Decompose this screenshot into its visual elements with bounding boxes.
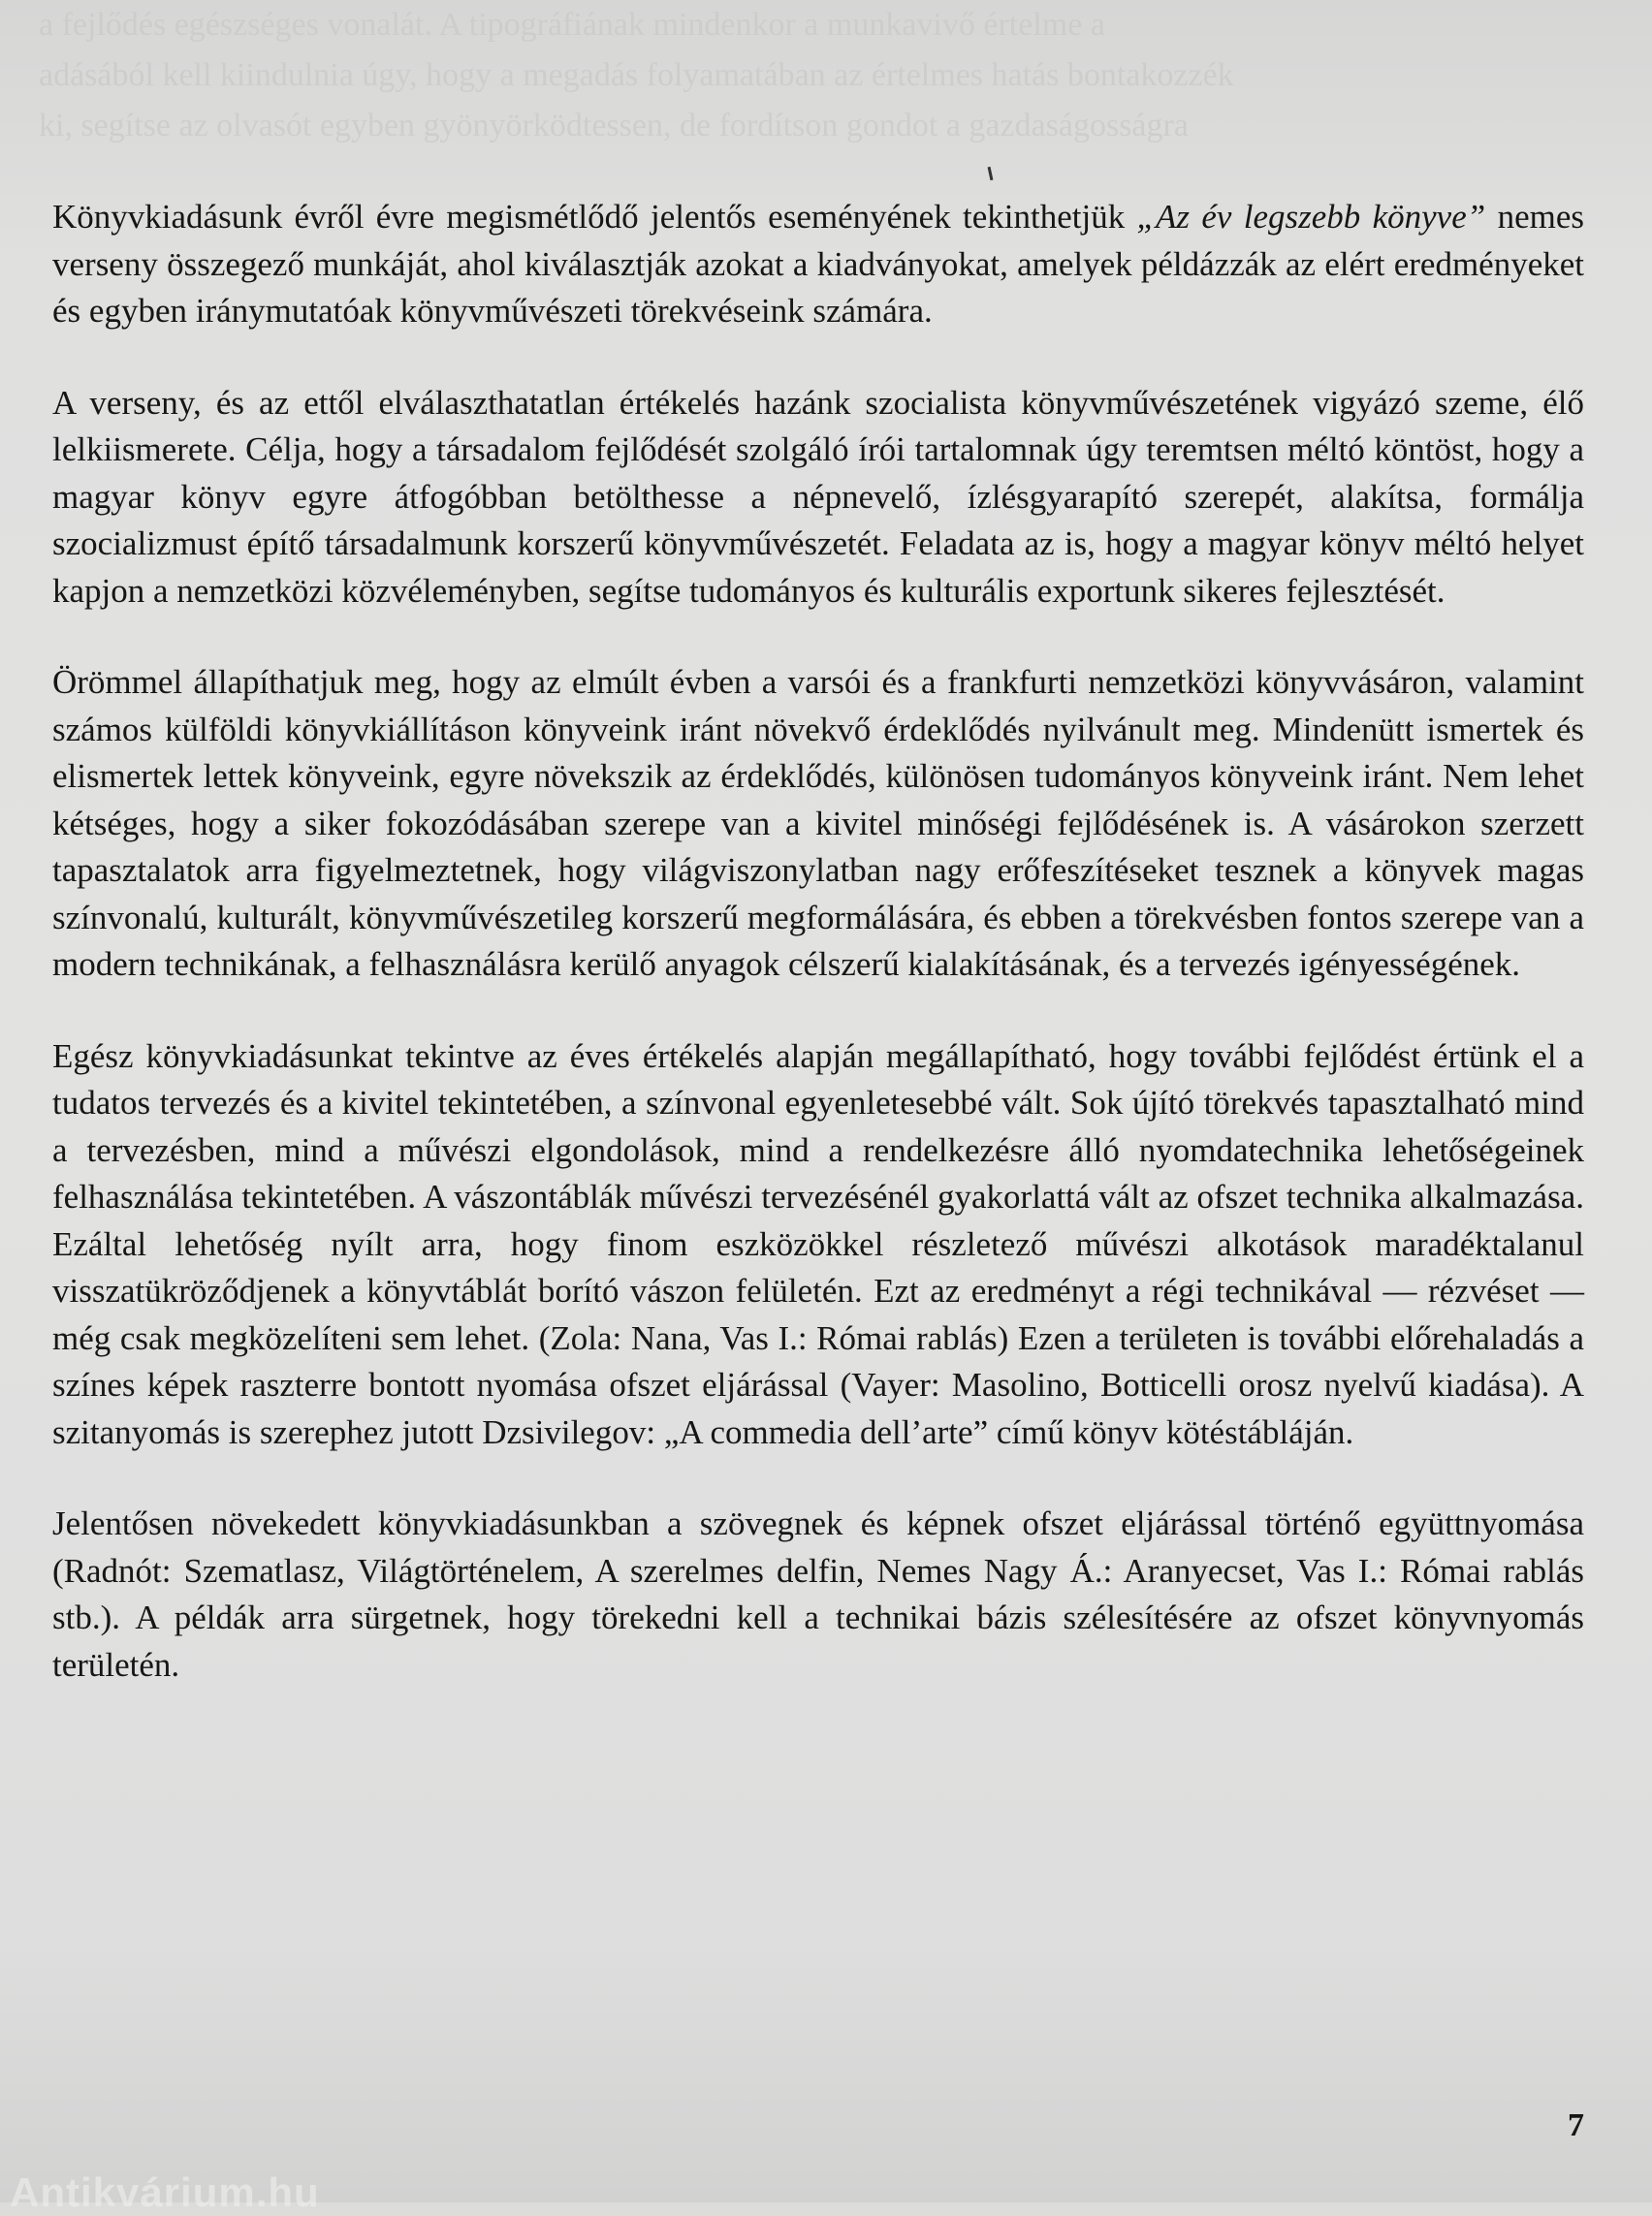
body-text (52, 194, 1584, 1733)
paragraph-2: A verseny, és az ettől elválaszthatatlan értékelés hazánk szocialista könyvművészetének vigyázó szeme, élő lelkiismerete. Célja, hogy a társadalom fejlődését szolgáló írói tartalomnak úgy teremtsen méltó köntöst, hogy a magyar könyv egyre átfogóbban betölthesse a népnevelő, ízlésgyarapító szerepét, alakítsa, formálja szocializmust építő társadalmunk korszerű könyvművészetét. Feladata az is, hogy a magyar könyv méltó helyet kapjon a nemzetközi közvéleményben, segítse tudományos és kulturális exportunk sikeres fejlesztését. (52, 383, 1584, 610)
paragraph-3: Örömmel állapíthatjuk meg, hogy az elmúlt évben a varsói és a frankfurti nemzetközi könyvvásáron, valamint számos külföldi könyvkiállításon könyveink iránt növekvő érdeklődés nyilvánult meg. Mindenütt ismertek és elismertek lettek könyveink, egyre növekszik az érdeklődés, különösen tudományos könyveink iránt. Nem lehet kétséges, hogy a siker fokozódásában szerepe van a kivitel minőségi fejlődésének is. A vásárokon szerzett tapasztalatok arra figyelmeztetnek, hogy világviszonylatban nagy erőfeszítéseket tesznek a könyvek magas színvonalú, kulturált, könyvművészetileg korszerű megformálására, és ebben a törekvésben fontos szerepe van a modern technikának, a felhasználásra kerülő anyagok célszerű kialakításának, és a tervezés igényességének. (52, 663, 1584, 983)
show-through-text: a fejlődés egészséges vonalát. A tipográfiának mindenkor a munkavivő értelme a adásából kell kiindulnia úgy, hogy a megadás folyamatában az értelmes hatás bontakozzék ki, segítse az olvasót egyben gyönyörködtessen, de fordítson gondot a gazdaságosságra (39, 7, 1234, 143)
paragraph-1-rest: nemes verseny összegező munkáját, ahol kiválasztják azokat a kiadványokat, amelyek példázzák az elért eredményeket és egyben iránymutatóak könyvművészeti törekvéseink számára. (52, 198, 1584, 330)
paragraph-5: Jelentősen növekedett könyvkiadásunkban a szövegnek és képnek ofszet eljárással történő együttnyomása (Radnót: Szematlasz, Világtörténelem, A szerelmes delfin, Nemes Nagy Á.: Aranyecset, Vas I.: Római rablás stb.). A példák arra sürgetnek, hogy törekedni kell a technikai bázis szélesítésére az ofszet könyvnyomás területén. (52, 1504, 1584, 1684)
page-number: 7 (1568, 2107, 1584, 2143)
paragraph-1 (52, 194, 1584, 335)
paragraph-4: Egész könyvkiadásunkat tekintve az éves értékelés alapján megállapítható, hogy további fejlődést értünk el a tudatos tervezés és a kivitel tekintetében, a színvonal egyenletesebbé vált. Sok újító törekvés tapasztalható mind a tervezésben, mind a művészi elgondolások, mind a rendelkezésre álló nyomdatechnika lehetőségeinek felhasználása tekintetében. A vászontáblák művészi tervezésénél gyakorlattá vált az ofszet technika alkalmazása. Ezáltal lehetőség nyílt arra, hogy finom eszközökkel részletező művészi alkotások maradéktalanul visszatükröződjenek a könyvtáblát borító vászon felületén. Ezt az eredményt a régi technikával — rézvéset — még csak megközelíteni sem lehet. (Zola: Nana, Vas I.: Római rablás) Ezen a területen is további előrehaladás a színes képek raszterre bontott nyomása ofszet eljárással (Vayer: Masolino, Botticelli orosz nyelvű kiadása). A szitanyomás is szerephez jutott Dzsivilegov: „A commedia dell’arte” című könyv kötéstábláján. (52, 1036, 1584, 1451)
print-speck (988, 167, 994, 180)
paragraph-1-intro: Könyvkiadásunk évről évre megismétlődő jelentős eseményének tekinthetjük (52, 198, 1137, 236)
watermark: Antikvárium.hu (10, 2169, 320, 2215)
award-title-italic: „Az év legszebb könyve” (1136, 198, 1486, 236)
